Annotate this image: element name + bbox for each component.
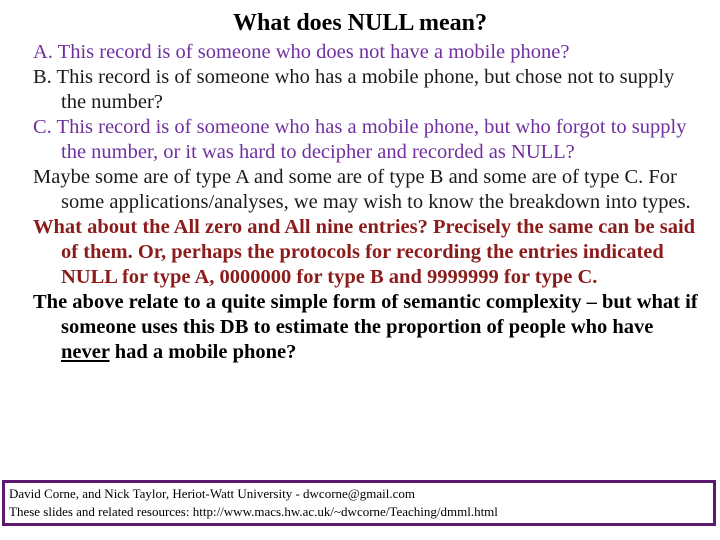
item-b: B. This record is of someone who has a mobile phone, but chose not to supply the number? (33, 66, 675, 113)
footer-resources: These slides and related resources: http://www.macs.hw.ac.uk/~dwcorne/Teaching/dmml.html (9, 504, 498, 519)
item-a: A. This record is of someone who does not have a mobile phone? (33, 41, 570, 63)
item-c: C. This record is of someone who has a mobile phone, but who forgot to supply the number, or it was hard to decipher and recorded as NULL? (33, 116, 687, 163)
footer-box (2, 480, 716, 526)
above-text-never: never (61, 341, 110, 363)
slide-title: What does NULL mean? (232, 10, 488, 36)
above-text-after: had a mobile phone? (109, 341, 297, 363)
footer-authors: David Corne, and Nick Taylor, Heriot-Watt University - dwcorne@gmail.com (9, 486, 416, 501)
maybe-paragraph: Maybe some are of type A and some are of type B and some are of type C. For some applications/analyses, we may wish to know the breakdown into types. (33, 166, 691, 213)
slide-body (33, 40, 701, 365)
what-about-paragraph: What about the All zero and All nine entries? Precisely the same can be said of them. Or, perhaps the protocols for recording the entries indicated NULL for type A, 0000000 for type B and 9999999 for type C. (33, 216, 696, 288)
above-paragraph (33, 290, 701, 365)
above-text-before: The above relate to a quite simple form of semantic complexity – but what if someone uses this DB to estimate the proportion of people who have (33, 291, 698, 338)
